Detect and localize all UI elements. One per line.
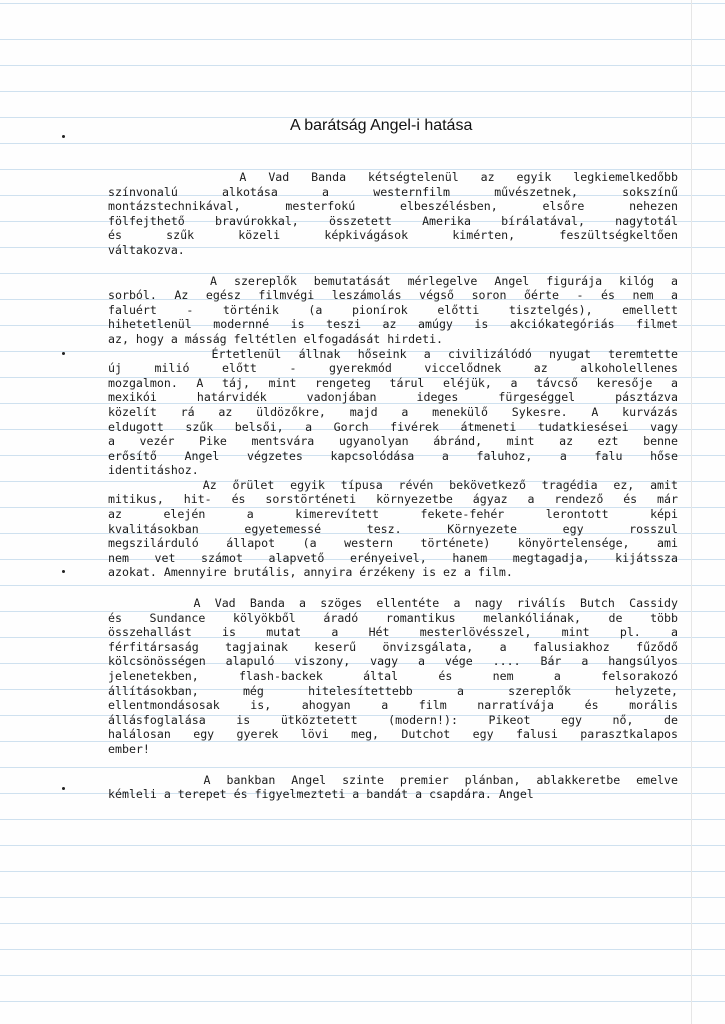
paragraph xyxy=(108,170,678,258)
text-line: Értetlenül állnak hőseink a civilizálódó nyugat teremtette xyxy=(108,346,678,361)
text-line: kémleli a terepet és figyelmezteti a bandát a csapdára. Angel xyxy=(108,787,534,802)
text-line: állásfoglalása is ütköztetett (modern!): Pikeot egy nő, de xyxy=(108,712,678,727)
text-line: eldugott szűk belsői, a Gorch fivérek átmeneti tudatkiesései vagy xyxy=(108,419,678,434)
text-line: az elején a kimerevített fekete-fehér lerontott képi xyxy=(108,507,678,522)
margin-dot xyxy=(62,135,65,138)
text-line: megszilárduló állapot (a western története) könyörtelensége, ami xyxy=(108,536,678,551)
text-line: A bankban Angel szinte premier plánban, ablakkeretbe emelve xyxy=(108,772,678,787)
page-edge xyxy=(691,0,692,1024)
text-line: montázstechnikával, mesterfokú elbeszélésben, elsőre nehezen xyxy=(108,199,678,214)
text-line: kölcsönösségen alapuló viszony, vagy a vége .... Bár a hangsúlyos xyxy=(108,654,678,669)
text-line: összehallást is mutat a Hét mesterlövésszel, mint pl. a xyxy=(108,625,678,640)
text-line: identitáshoz. xyxy=(108,463,199,478)
text-line: váltakozva. xyxy=(108,242,185,257)
text-line: fölfejthető bravúrokkal, összetett Amerika bírálatával, nagytotál xyxy=(108,213,678,228)
document-title: A barátság Angel-i hatása xyxy=(290,117,473,134)
text-line: színvonalú alkotása a westernfilm művészetnek, sokszínű xyxy=(108,184,678,199)
margin-dot xyxy=(62,352,65,355)
text-line: azokat. Amennyire brutális, annyira érzékeny is ez a film. xyxy=(108,565,513,580)
text-line: ember! xyxy=(108,741,150,756)
text-line: férfitársaság tagjainak keserű önvizsgálata, a falusiakhoz fűződő xyxy=(108,639,678,654)
document-body xyxy=(108,170,678,802)
paragraph-gap xyxy=(108,580,678,596)
margin-dot xyxy=(62,570,65,573)
text-line: új milió előtt - gyerekmód viccelődnek az alkoholellenes xyxy=(108,361,678,376)
text-line: ellentmondásosak is, ahogyan a film narratívája és morális xyxy=(108,698,678,713)
text-line: faluért - történik (a pionírok előtti tisztelgés), emellett xyxy=(108,302,678,317)
paragraph xyxy=(108,274,678,580)
text-line: állításokban, még hitelesítettebb a szereplők helyzete, xyxy=(108,683,678,698)
text-line: erősítő Angel végzetes kapcsolódása a faluhoz, a falu hőse xyxy=(108,448,678,463)
text-line: mexikói határvidék vadonjában ideges fürgeséggel pásztázva xyxy=(108,390,678,405)
text-line: közelít rá az üldözőkre, majd a menekülő Sykesre. A kurvázás xyxy=(108,404,678,419)
text-line: sorból. Az egész filmvégi leszámolás végső soron őérte - és nem a xyxy=(108,288,678,303)
text-line: A szereplők bemutatását mérlegelve Angel figurája kilóg a xyxy=(108,273,678,288)
text-line: hihetetlenül modernné is teszi az amúgy is akciókategóriás filmet xyxy=(108,317,678,332)
text-line: mitikus, hit- és sorstörténeti környezetbe ágyaz a rendező és már xyxy=(108,492,678,507)
text-line: és Sundance kölyökből áradó romantikus melankóliának, de több xyxy=(108,610,678,625)
text-line: kvalitásokban egyetemessé tesz. Környezete egy rosszul xyxy=(108,521,678,536)
margin-dot xyxy=(62,787,65,790)
text-line: A Vad Banda a szöges ellentéte a nagy riválís Butch Cassidy xyxy=(108,596,678,611)
text-line: és szűk közeli képkivágások kimérten, feszültségkeltően xyxy=(108,228,678,243)
paragraph xyxy=(108,596,678,757)
paragraph-gap xyxy=(108,258,678,274)
text-line: mozgalmon. A táj, mint rengeteg tárul eléjük, a távcső keresője a xyxy=(108,375,678,390)
text-line: Az őrület egyik típusa révén bekövetkező tragédia ez, amit xyxy=(108,477,678,492)
text-line: az, hogy a másság feltétlen elfogadását hirdeti. xyxy=(108,331,444,346)
text-line: A Vad Banda kétségtelenül az egyik legkiemelkedőbb xyxy=(108,170,678,184)
text-line: halálosan egy gyerek lövi meg, Dutchot egy falusi parasztkalapos xyxy=(108,727,678,742)
paragraph-gap xyxy=(108,757,678,773)
text-line: nem vet számot alapvető erényeivel, hanem megtagadja, kijátssza xyxy=(108,550,678,565)
text-line: a vezér Pike mentsvára ugyanolyan ábránd, mint az ezt benne xyxy=(108,434,678,449)
text-line: jelenetekben, flash-backek által és nem a felsorakozó xyxy=(108,669,678,683)
paragraph xyxy=(108,773,678,802)
